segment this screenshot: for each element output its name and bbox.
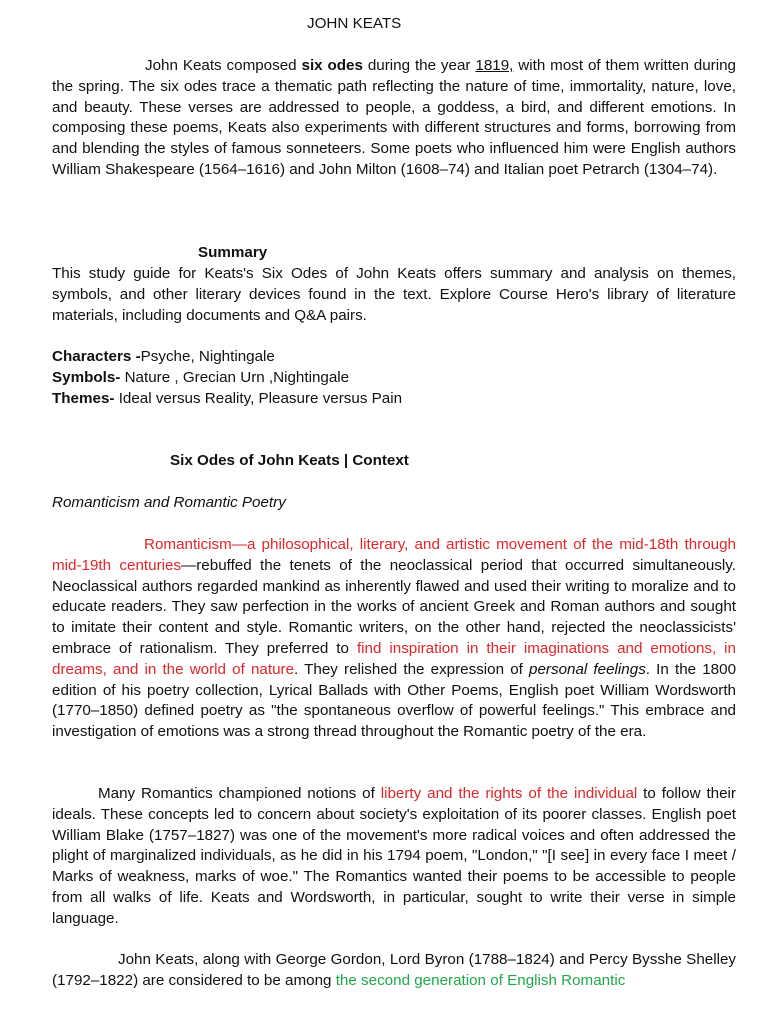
summary-heading: Summary bbox=[198, 244, 268, 261]
body-text: John Keats, along with George Gordon, Lord Byron (1788–1824) and Percy Bysshe Shelley (1792–1822) are considered to be among bbox=[52, 951, 736, 989]
symbols-label: Symbols- bbox=[52, 369, 121, 386]
body-text: to follow their ideals. These concepts led to concern about society's exploitation of its poorer classes. English poet William Blake (1757–1827) was one of the movement's more radical voices and often addressed the plight of marginalized individuals, as he did in his 1794 poem, "London," "[I see] in every face I meet / Marks of weakness, marks of woe." The Romantics wanted their poems to be accessible to people from all walks of life. Keats and Wordsworth, in particular, sought to write their verse in simple language. bbox=[52, 785, 736, 927]
body-text: Many Romantics championed notions of bbox=[98, 785, 381, 802]
summary-paragraph: This study guide for Keats's Six Odes of John Keats offers summary and analysis on themes, symbols, and other literary devices found in the text. Explore Course Hero's library of literature materials, including documents and Q&A pairs. bbox=[52, 265, 736, 324]
second-generation-paragraph bbox=[52, 950, 736, 992]
highlight-red: find inspiration in their imaginations and emotions, in dreams, and in the world of nature bbox=[52, 639, 736, 678]
liberty-paragraph bbox=[52, 784, 736, 930]
context-subheading: Romanticism and Romantic Poetry bbox=[52, 494, 286, 511]
characters-label: Characters - bbox=[52, 348, 141, 365]
body-text: . In the 1800 edition of his poetry collection, Lyrical Ballads with Other Poems, English poet William Wordsworth (1770–1850) defined poetry as "the spontaneous overflow of powerful feelings." This embrace and investigation of emotions was a strong thread throughout the Romantic poetry of the era. bbox=[52, 660, 737, 741]
body-text: . They relished the expression of bbox=[294, 660, 530, 678]
document-title: JOHN KEATS bbox=[307, 15, 402, 32]
themes-value: Ideal versus Reality, Pleasure versus Pain bbox=[114, 390, 403, 407]
characters-line bbox=[52, 347, 275, 368]
highlight-red: liberty and the rights of the individual bbox=[380, 785, 638, 802]
characters-value: Psyche, Nightingale bbox=[140, 348, 275, 365]
intro-bold: six odes bbox=[301, 57, 363, 74]
themes-line bbox=[52, 389, 402, 410]
intro-paragraph bbox=[52, 56, 736, 181]
italic-text: personal feelings bbox=[529, 660, 646, 678]
intro-year: 1819, bbox=[475, 57, 514, 74]
romanticism-paragraph bbox=[52, 535, 736, 743]
themes-label: Themes- bbox=[52, 390, 115, 407]
symbols-value: Nature , Grecian Urn ,Nightingale bbox=[120, 369, 350, 386]
intro-text: John Keats composed bbox=[145, 57, 302, 74]
intro-text: during the year bbox=[362, 57, 476, 74]
symbols-line bbox=[52, 368, 349, 389]
context-heading: Six Odes of John Keats | Context bbox=[170, 452, 409, 469]
intro-text: with most of them written during the spring. The six odes trace a thematic path reflecting the nature of time, immortality, nature, love, and beauty. These verses are addressed to people, a goddess, a bird, and different emotions. In composing these poems, Keats also experiments with different structures and forms, borrowing from and blending the styles of famous sonneteers. Some poets who influenced him were English authors William Shakespeare (1564–1616) and John Milton (1608–74) and Italian poet Petrarch (1304–74). bbox=[52, 57, 736, 178]
highlight-red: Romanticism—a philosophical, literary, and artistic movement of the mid-18th through mid-19th centuries bbox=[52, 536, 736, 574]
body-text: —rebuffed the tenets of the neoclassical period that occurred simultaneously. Neoclassical authors regarded mankind as inherently flawed and used their writing to moralize and to educate readers. They saw perfection in the works of ancient Greek and Roman authors and sought to imitate their content and style. Romantic writers, on the other hand, rejected the neoclassicists' embrace of rationalism. They preferred to bbox=[52, 556, 736, 657]
highlight-green: the second generation of English Romantic bbox=[335, 971, 626, 989]
